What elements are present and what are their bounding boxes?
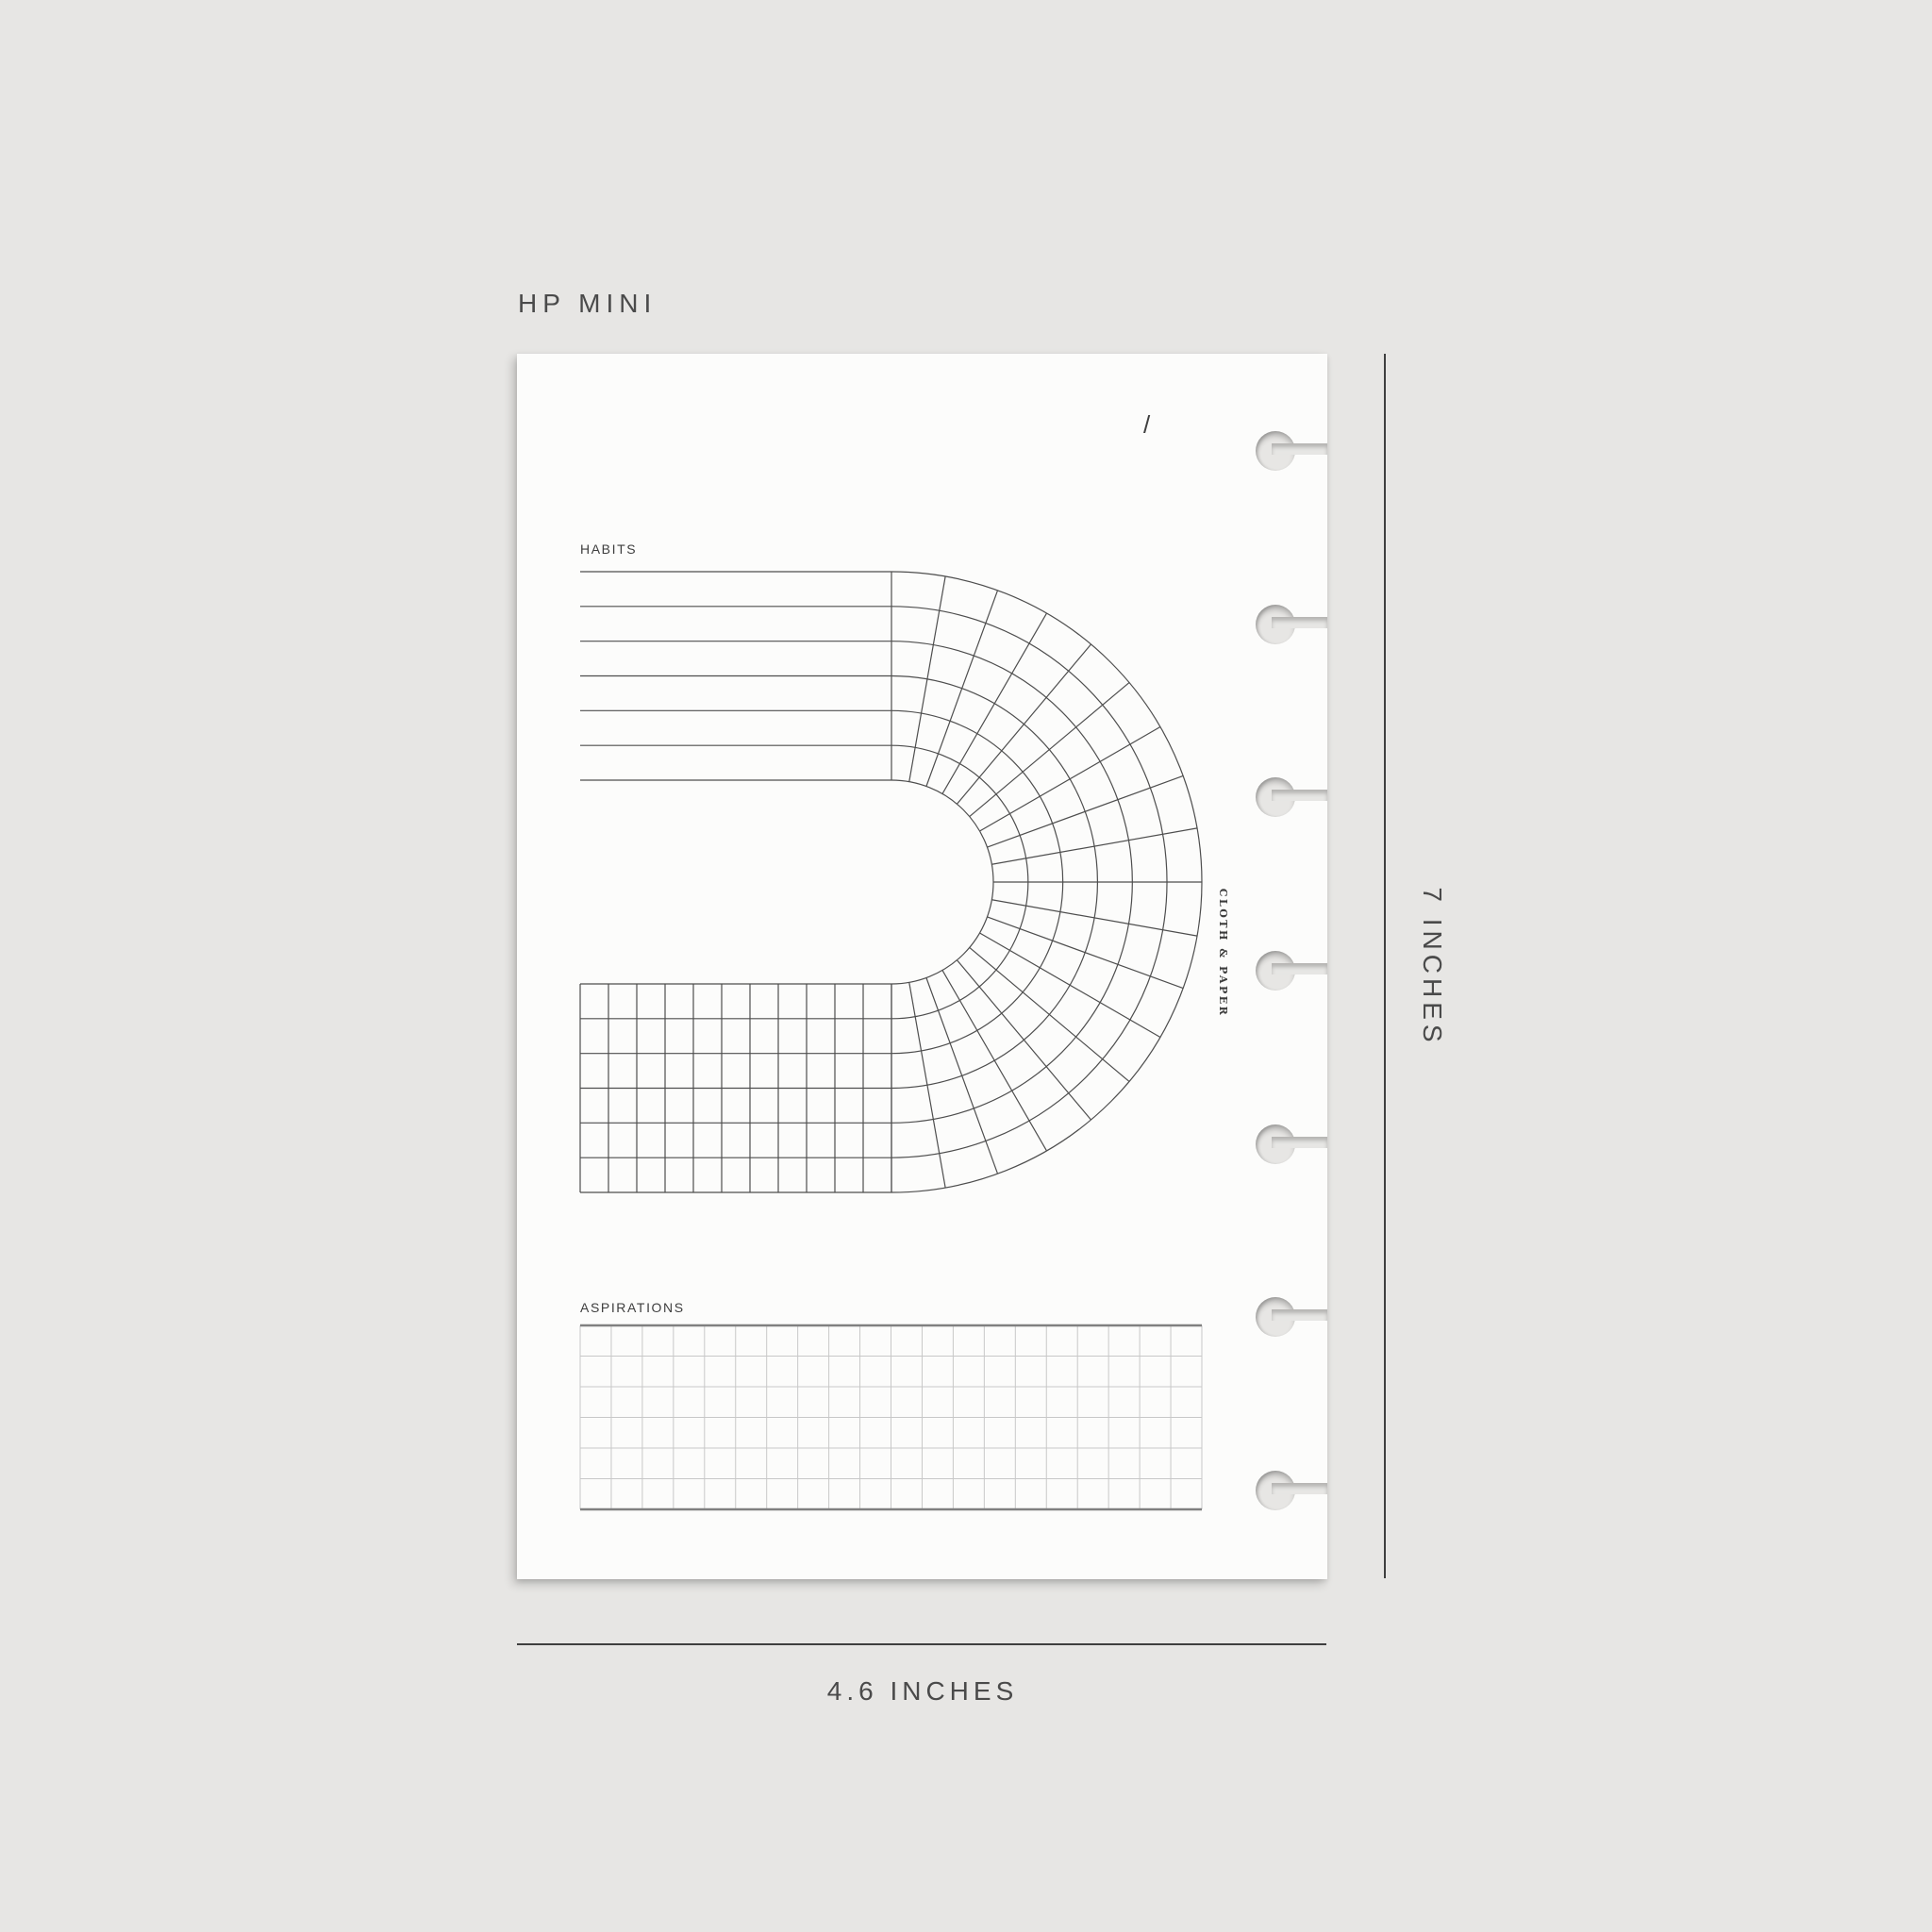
date-separator: /	[1143, 410, 1151, 439]
binding-hole-stem	[1272, 443, 1327, 455]
product-size-label: HP MINI	[518, 289, 658, 318]
binding-hole-stem	[1272, 790, 1327, 801]
width-dimension-line	[517, 1643, 1326, 1645]
height-dimension-line	[1384, 354, 1386, 1578]
binding-hole-stem	[1272, 1137, 1327, 1148]
planner-page	[517, 354, 1327, 1579]
width-dimension-label: 4.6 INCHES	[826, 1676, 1019, 1706]
brand-vertical-text: CLOTH & PAPER	[1217, 888, 1229, 1018]
height-dimension-label: 7 INCHES	[1418, 887, 1447, 1047]
aspirations-label: ASPIRATIONS	[580, 1300, 685, 1315]
binding-hole-stem	[1272, 963, 1327, 974]
binding-hole-stem	[1272, 1483, 1327, 1494]
habits-label: HABITS	[580, 541, 638, 557]
binding-hole-stem	[1272, 617, 1327, 628]
habit-tracker-grid	[517, 354, 1327, 1579]
binding-hole-stem	[1272, 1309, 1327, 1321]
